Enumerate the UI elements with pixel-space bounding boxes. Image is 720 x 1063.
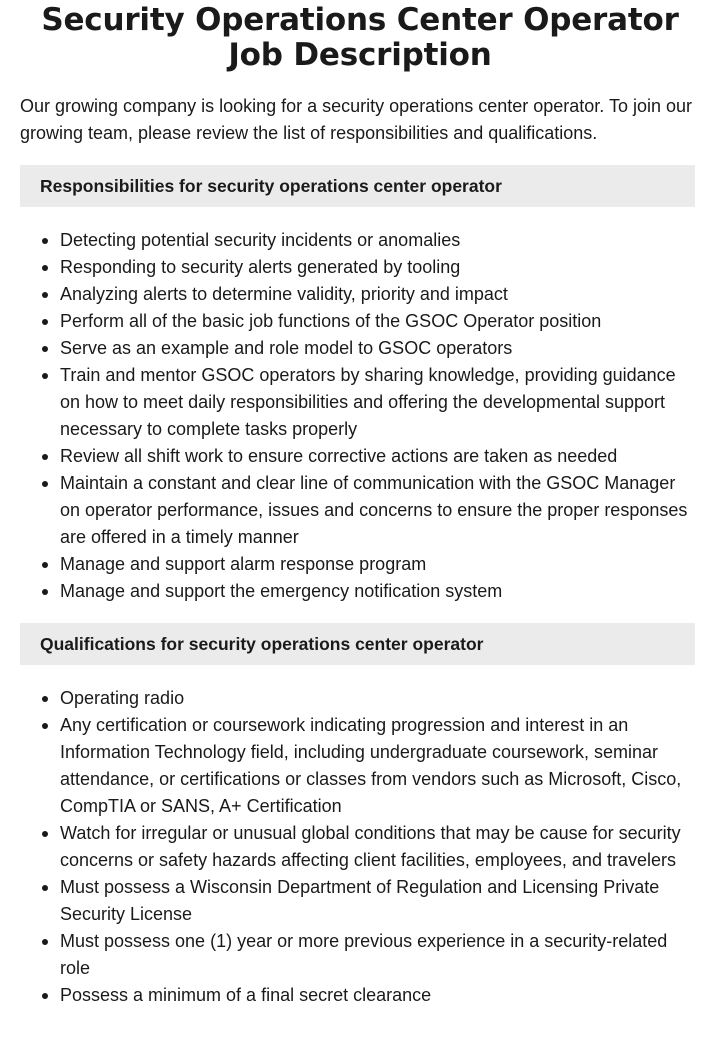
list-item <box>20 712 700 820</box>
bullet-icon <box>42 723 48 729</box>
bullet-icon <box>42 562 48 568</box>
list-item <box>20 928 700 982</box>
list-item-text: Detecting potential security incidents or anomalies <box>60 230 461 250</box>
bullet-icon <box>42 238 48 244</box>
bullet-icon <box>42 589 48 595</box>
list-item <box>20 308 700 335</box>
bullet-icon <box>42 292 48 298</box>
responsibilities-heading: Responsibilities for security operations center operator <box>20 165 695 207</box>
list-item-text: Operating radio <box>60 688 185 708</box>
bullet-icon <box>42 696 48 702</box>
intro-paragraph: Our growing company is looking for a security operations center operator. To join our growing team, please review the list of responsibilities and qualifications. <box>20 96 693 143</box>
bullet-icon <box>42 993 48 999</box>
responsibilities-list <box>20 227 700 605</box>
list-item-text: Manage and support alarm response program <box>60 554 427 574</box>
list-item-text: Must possess a Wisconsin Department of Regulation and Licensing Private Security License <box>60 877 660 924</box>
list-item <box>20 443 700 470</box>
page-title: Security Operations Center Operator Job Description <box>41 2 679 73</box>
list-item <box>20 551 700 578</box>
list-item <box>20 362 700 443</box>
bullet-icon <box>42 885 48 891</box>
list-item <box>20 685 700 712</box>
list-item <box>20 820 700 874</box>
bullet-icon <box>42 831 48 837</box>
list-item <box>20 281 700 308</box>
list-item-text: Analyzing alerts to determine validity, priority and impact <box>60 284 508 304</box>
bullet-icon <box>42 481 48 487</box>
bullet-icon <box>42 454 48 460</box>
list-item <box>20 578 700 605</box>
qualifications-list <box>20 685 700 1009</box>
list-item-text: Perform all of the basic job functions of the GSOC Operator position <box>60 311 602 331</box>
list-item-text: Serve as an example and role model to GSOC operators <box>60 338 513 358</box>
bullet-icon <box>42 346 48 352</box>
list-item <box>20 254 700 281</box>
list-item <box>20 227 700 254</box>
list-item-text: Watch for irregular or unusual global conditions that may be cause for security concerns or safety hazards affecting client facilities, employees, and travelers <box>60 823 681 870</box>
job-description-page <box>0 3 720 1009</box>
list-item-text: Possess a minimum of a final secret clearance <box>60 985 432 1005</box>
bullet-icon <box>42 265 48 271</box>
bullet-icon <box>42 373 48 379</box>
list-item <box>20 982 700 1009</box>
bullet-icon <box>42 939 48 945</box>
list-item <box>20 470 700 551</box>
list-item-text: Responding to security alerts generated by tooling <box>60 257 461 277</box>
list-item-text: Review all shift work to ensure corrective actions are taken as needed <box>60 446 618 466</box>
bullet-icon <box>42 319 48 325</box>
list-item-text: Any certification or coursework indicating progression and interest in an Information Technology field, including undergraduate coursework, seminar attendance, or certifications or classes from vendors such as Microsoft, Cisco, CompTIA or SANS, A+ Certification <box>60 715 682 816</box>
list-item <box>20 874 700 928</box>
list-item-text: Must possess one (1) year or more previous experience in a security-related role <box>60 931 668 978</box>
list-item <box>20 335 700 362</box>
list-item-text: Train and mentor GSOC operators by sharing knowledge, providing guidance on how to meet daily responsibilities and offering the developmental support necessary to complete tasks properly <box>60 365 676 439</box>
list-item-text: Maintain a constant and clear line of communication with the GSOC Manager on operator performance, issues and concerns to ensure the proper responses are offered in a timely manner <box>60 473 688 547</box>
list-item-text: Manage and support the emergency notification system <box>60 581 503 601</box>
qualifications-heading: Qualifications for security operations center operator <box>20 623 695 665</box>
